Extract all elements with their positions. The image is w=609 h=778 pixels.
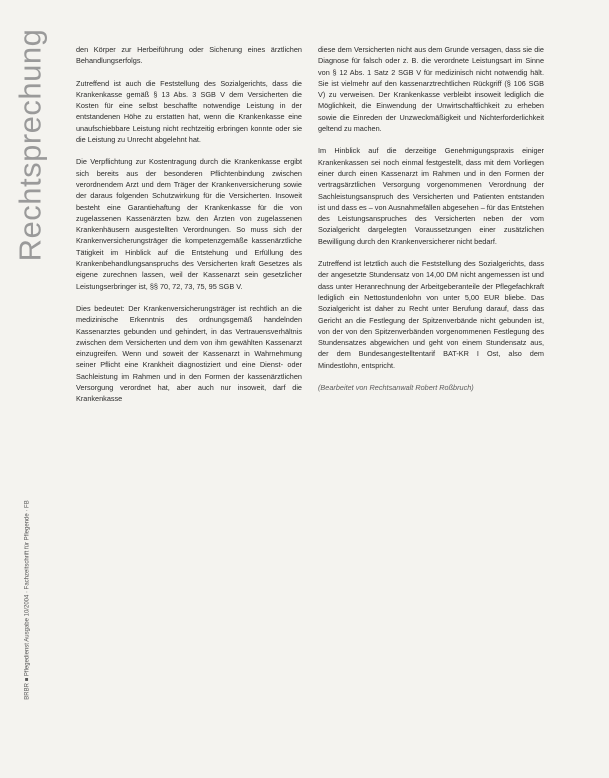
left-paragraph-4: Dies bedeutet: Der Krankenversicherungsträger ist rechtlich an die medizinische Erkenntnis des ordnungsgemäß handelnden Kassenarztes gebunden und gehindert, in das Vertrauensverhältnis zwischen dem Versicherten und dem von ihm gewählten Kassenarzt einzugreifen. Wenn und soweit der Kassenarzt in Wahrnehmung seiner Pflicht eine Krankheit diagnostiziert und eine Dienst- oder Sachleistung im Rahmen und in den Formen der kassenärztlichen Versorgung verordnet hat, aber auch nur insoweit, darf die Krankenkasse — [76, 303, 302, 404]
author-credit: (Bearbeitet von Rechtsanwalt Robert Roßbruch) — [318, 383, 474, 393]
side-footer — [18, 440, 38, 760]
left-paragraph-2: Zutreffend ist auch die Feststellung des Sozialgerichts, dass die Krankenkasse gemäß § 13 Abs. 3 SGB V dem Versicherten die Kosten für eine selbst beschaffte notwendige Leistung in der entstandenen Höhe zu erstatten hat, wenn die Krankenkasse eine unaufschiebbare Leistung nicht rechtzeitig erbringen konnte oder sie die Leistung zu Unrecht abgelehnt hat. — [76, 78, 302, 145]
section-title-vertical — [6, 30, 54, 260]
right-paragraph-1: diese dem Versicherten nicht aus dem Grunde versagen, dass sie die Diagnose für falsch oder z. B. die verordnete Leistungsart im Sinne von § 12 Abs. 1 Satz 2 SGB V für medizinisch nicht notwendig hält. Sie ist vielmehr auf den kassenarztrechtlichen Rückgriff (§ 106 SGB V) zu verweisen. Der Krankenkasse verbleibt insoweit lediglich die Möglichkeit, die Einwendung der Unwirtschaftlichkeit zu erheben sowie die Einreden der Unzweckmäßigkeit und Nichterforderlichkeit geltend zu machen. — [318, 45, 544, 134]
section-title-text: Rechtsprechung — [12, 28, 47, 262]
right-column — [318, 44, 544, 404]
left-column — [76, 44, 302, 416]
left-paragraph-3: Die Verpflichtung zur Kostentragung durch die Krankenkasse ergibt sich bereits aus der besonderen Pflichtenbindung zwischen verordnendem Arzt und dem Träger der Krankenversicherung sowie der daraus folgenden Schutzwirkung für die Versicherten. Insoweit besteht eine Garantiehaftung der Krankenkasse für die von zugelassenen Kassenärzten bzw. den Ärzten von zugelassenen Krankenhäusern ausgestellten Verordnungen. So muss sich der Krankenversicherungsträger die kompetenzgemäße kassenärztliche Tätigkeit im Hinblick auf die Entstehung und Erfüllung des Krankenbehandlungsanspruchs des Versicherten kraft Gesetzes als eigene zurechnen lassen, weil der Kassenarzt sein gesetzlicher Leistungserbringer ist, §§ 70, 72, 73, 75, 95 SGB V. — [76, 157, 302, 291]
side-footer-text: BRBR ■ Pflegedienst Ausgabe 10/2004 · Fachzeitschrift für Pflegende · FB — [25, 500, 31, 700]
right-paragraph-3: Zutreffend ist letztlich auch die Feststellung des Sozialgerichts, dass der angesetzte Stundensatz von 14,00 DM nicht angemessen ist und dass unter Heranrechnung der Arbeitgeberanteile der Pflegefachkraft lediglich ein Nettostundenlohn von unter 5,00 EUR bliebe. Das Sozialgericht ist daher zu Recht unter Berufung darauf, dass das Gericht an die Festlegung der Spitzenverbände nicht gebunden ist, von der von den Spitzenverbänden vorgenommenen Festlegung des Stundensatzes abgewichen und geht von einem Stundensatz aus, der dem Bundesangestelltentarif BAT-KR I Ost, also dem Mindestlohn, entspricht. — [318, 259, 544, 370]
right-paragraph-2: Im Hinblick auf die derzeitige Genehmigungspraxis einiger Krankenkassen sei noch einmal festgestellt, dass mit dem Vorliegen einer durch einen Kassenarzt im Rahmen und in den Formen der vertragsärztlichen Versorgung vorgenommenen Verordnung der Sachleistungsanspruch des Versicherten und Patienten entstanden ist und dass es – von Ausnahmefällen abgesehen – für das Entstehen des Leistungsanspruches des Versicherten neben der vom Sozialgericht dargelegten Voraussetzungen einer zusätzlichen Bewilligung durch den Krankenversicherer nicht bedarf. — [318, 146, 544, 246]
left-paragraph-1: den Körper zur Herbeiführung oder Sicherung eines ärztlichen Behandlungserfolgs. — [76, 45, 302, 66]
